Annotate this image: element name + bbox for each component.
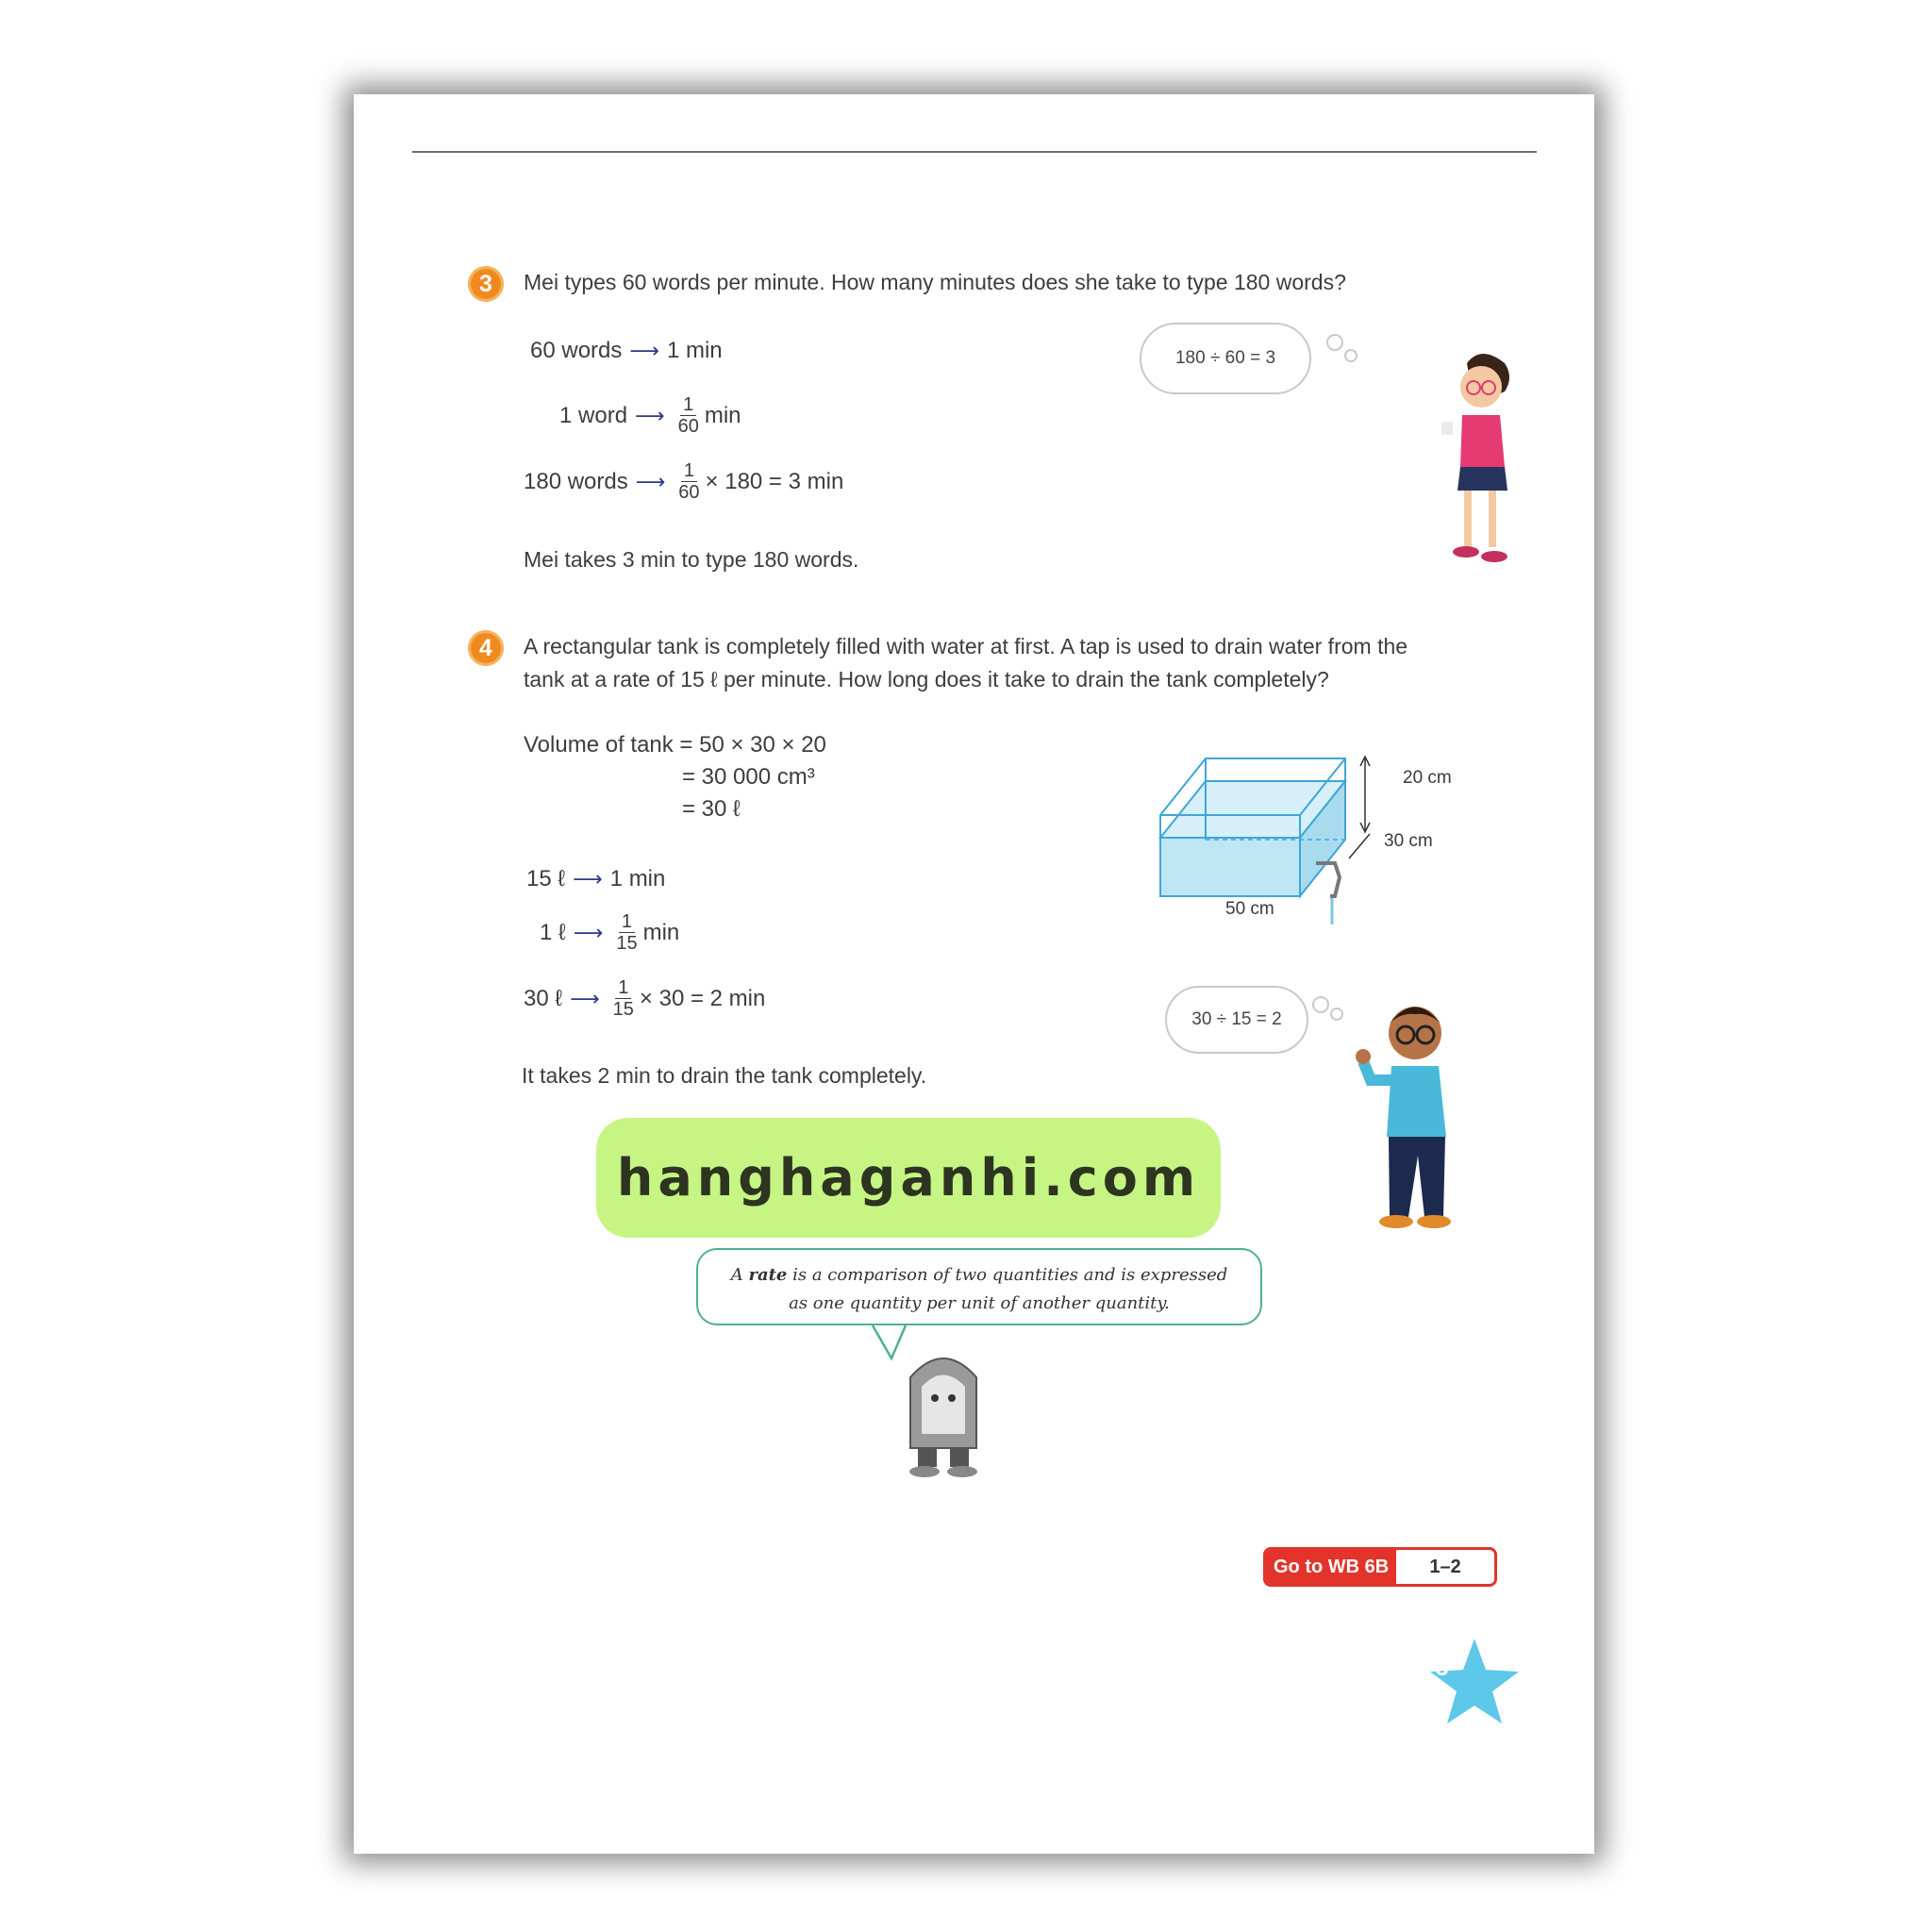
workbook-pages: 1–2 (1429, 1557, 1461, 1577)
fraction-denominator: 15 (612, 999, 634, 1020)
fraction-denominator: 60 (678, 482, 700, 503)
q4-step-2 (540, 911, 679, 954)
tank-height-label: 20 cm (1403, 768, 1452, 788)
width-dimension-line (1349, 834, 1370, 858)
arrow-icon: ⟶ (629, 339, 659, 362)
tank-width-label: 30 cm (1384, 831, 1433, 851)
girl-illustration (1292, 325, 1547, 590)
boy-illustration (1297, 986, 1495, 1245)
q3-step-3-left: 180 words (524, 468, 628, 494)
fraction-numerator: 1 (619, 911, 635, 933)
workbook-label: Go to WB 6B (1266, 1550, 1396, 1584)
fraction-denominator: 60 (677, 416, 699, 437)
q3-step-3 (524, 460, 843, 503)
workbook-reference (1263, 1547, 1497, 1587)
q3-step-1-right: 1 min (666, 338, 723, 363)
q4-step-1-right: 1 min (609, 866, 666, 891)
q4-step-3 (524, 977, 765, 1020)
q3-thought-bubble: 180 ÷ 60 = 3 (1140, 323, 1311, 394)
question-3-text: Mei types 60 words per minute. How many minutes does she take to type 180 words? (524, 270, 1346, 294)
volume-line-2: = 30 000 cm³ (682, 764, 815, 790)
volume-line-3: = 30 ℓ (682, 796, 741, 822)
textbook-page (354, 94, 1594, 1854)
fraction (678, 394, 699, 437)
q3-step-2-right: min (704, 402, 741, 428)
question-4-line-1: A rectangular tank is completely filled with water at first. A tap is used to drain water from the (524, 634, 1408, 658)
robot-illustration (854, 1321, 1042, 1481)
rate-prefix: A (730, 1265, 749, 1285)
q4-step-3-right: × 30 = 2 min (639, 985, 766, 1011)
fraction-denominator: 15 (616, 933, 638, 954)
tank-front-water (1160, 838, 1300, 896)
fraction (616, 911, 637, 954)
watermark-banner: hanghaganhi.com (596, 1118, 1221, 1238)
q4-answer: It takes 2 min to drain the tank completely. (522, 1063, 927, 1088)
arrow-icon: ⟶ (570, 986, 600, 1010)
question-3-badge: 3 (468, 266, 504, 302)
question-4-line-2: tank at a rate of 15 ℓ per minute. How long does it take to drain the tank completely? (524, 667, 1329, 691)
q3-step-3-right: × 180 = 3 min (705, 468, 844, 494)
q4-step-1 (526, 866, 665, 892)
tank-length-label: 50 cm (1225, 899, 1274, 919)
rate-keyword: rate (748, 1265, 788, 1285)
q3-step-1 (530, 338, 723, 364)
q4-step-2-right: min (642, 919, 680, 945)
rate-definition-line-1 (698, 1261, 1260, 1290)
arrow-icon: ⟶ (635, 403, 665, 427)
q3-answer: Mei takes 3 min to type 180 words. (524, 547, 859, 572)
q4-thought-bubble: 30 ÷ 15 = 2 (1165, 986, 1308, 1054)
q3-step-2 (559, 394, 741, 437)
fraction-numerator: 1 (615, 977, 631, 999)
fraction-numerator: 1 (681, 460, 697, 482)
volume-line-1: Volume of tank = 50 × 30 × 20 (524, 732, 826, 758)
arrow-icon: ⟶ (573, 920, 604, 944)
rate-definition-bubble (696, 1248, 1262, 1325)
question-4-badge: 4 (468, 630, 504, 666)
rate-definition-line-2: as one quantity per unit of another quantity. (789, 1293, 1170, 1313)
fraction (613, 977, 634, 1020)
q4-step-2-left: 1 ℓ (540, 919, 566, 945)
q4-step-3-left: 30 ℓ (524, 985, 563, 1011)
arrow-icon: ⟶ (573, 867, 603, 891)
fraction (678, 460, 699, 503)
arrow-icon: ⟶ (635, 469, 666, 493)
question-4-text (524, 630, 1407, 696)
page-number: 3 (1436, 1656, 1449, 1681)
q3-step-1-left: 60 words (530, 338, 623, 363)
q4-step-1-left: 15 ℓ (526, 866, 566, 891)
fraction-numerator: 1 (680, 394, 696, 416)
q3-step-2-left: 1 word (559, 402, 628, 428)
rate-line-1-rest: is a comparison of two quantities and is expressed (787, 1265, 1228, 1285)
header-rule (412, 151, 1537, 153)
